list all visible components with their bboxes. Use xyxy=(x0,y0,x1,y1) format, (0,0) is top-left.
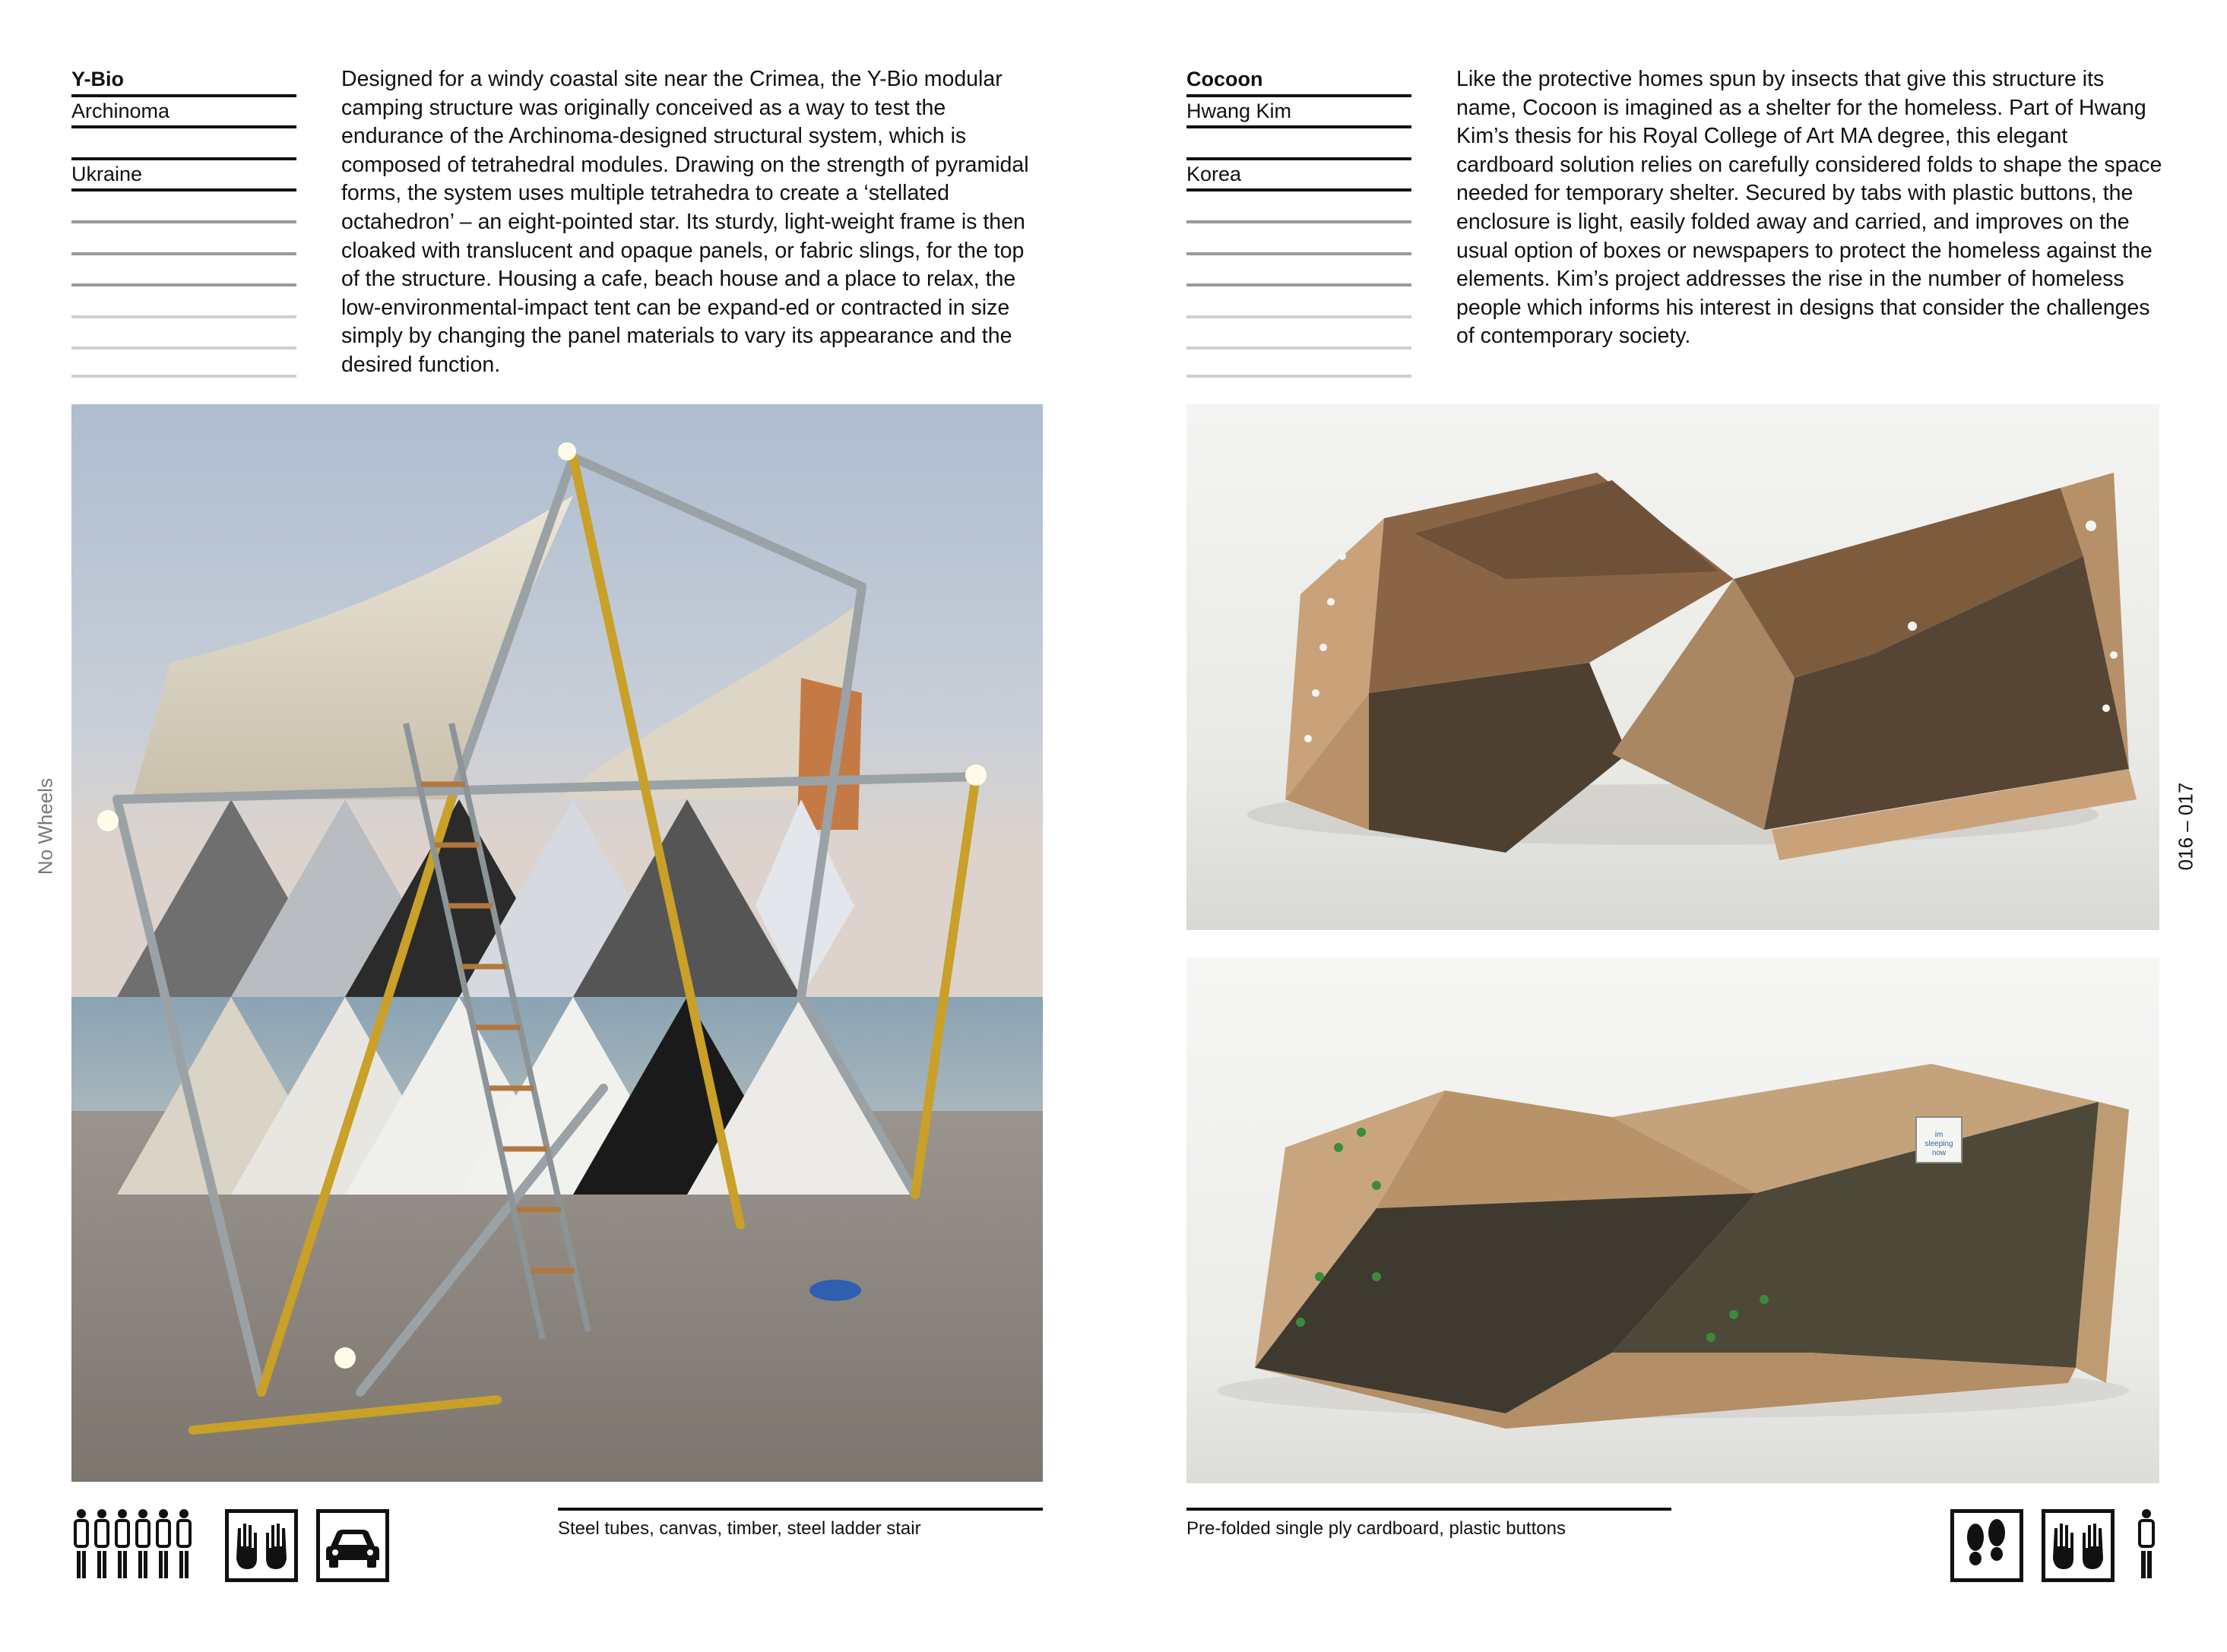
car-icon xyxy=(316,1509,389,1582)
right-empty-row xyxy=(1186,128,1411,157)
section-label: No Wheels xyxy=(33,777,57,875)
svg-text:now: now xyxy=(1931,1149,1947,1157)
right-project-title: Cocoon xyxy=(1186,68,1263,90)
one-person-icon xyxy=(2137,1509,2156,1579)
left-info-column xyxy=(71,65,296,378)
y-bio-illustration xyxy=(71,404,1043,1482)
left-caption: Steel tubes, canvas, timber, steel ladder stair xyxy=(558,1518,921,1539)
divider xyxy=(71,375,296,378)
left-body-text: Designed for a windy coastal site near the Crimea, the Y-Bio modular camping structure was originally conceived as a way to test the endurance of the Archinoma-designed structural system, which is composed of tetrahedral modules. Drawing on the strength of pyramidal forms, the system uses multiple tetrahedra to create a ‘stellated octahedron’ – an eight-pointed star. Its sturdy, light-weight frame is then cloaked with translucent and opaque panels, or fabric slings, for the top of the structure. Housing a cafe, beach house and a place to relax, the low-environmental-impact tent can be expand-ed or contracted in size simply by changing the panel materials to vary its appearance and the desired function. xyxy=(341,67,1029,377)
tag-text: im xyxy=(1934,1131,1943,1139)
cocoon-closed-illustration xyxy=(1186,957,2159,1483)
right-body-text: Like the protective homes spun by insects that give this structure its name, Cocoon is imagined as a shelter for the homeless. Part of Hwang Kim’s thesis for his Royal College of Art MA degree, this elegant cardboard solution relies on carefully considered folds to shape the space needed for temporary shelter. Secured by tabs with plastic buttons, the enclosure is light, easily folded away and carried, and improves on the usual option of boxes or newspapers to protect the homeless against the elements. Kim’s project addresses the rise in the number of homeless people which informs his interest in designs that consider the challenges of contemporary society. xyxy=(1456,67,2162,349)
right-caption: Pre-folded single ply cardboard, plastic buttons xyxy=(1186,1518,1566,1539)
left-country: Ukraine xyxy=(71,162,143,185)
right-info-column xyxy=(1186,65,1411,378)
caption-divider xyxy=(558,1508,1043,1511)
page-numbers: 016 – 017 xyxy=(2174,782,2197,871)
right-designer: Hwang Kim xyxy=(1186,99,1292,122)
y-bio-photo xyxy=(71,404,1043,1482)
cocoon-open-photo xyxy=(1186,404,2159,930)
divider xyxy=(1186,375,1411,378)
two-hands-icon xyxy=(225,1509,298,1582)
cocoon-open-illustration xyxy=(1186,404,2159,930)
cocoon-closed-photo xyxy=(1186,957,2159,1483)
left-designer: Archinoma xyxy=(71,99,170,122)
six-people-icon xyxy=(71,1509,201,1579)
two-hands-icon xyxy=(2042,1509,2115,1582)
right-country: Korea xyxy=(1186,162,1242,185)
caption-divider xyxy=(1186,1508,1671,1511)
svg-text:sleeping: sleeping xyxy=(1924,1140,1953,1148)
left-empty-row xyxy=(71,128,296,157)
left-project-title: Y-Bio xyxy=(71,68,125,90)
footprints-icon xyxy=(1950,1509,2023,1582)
